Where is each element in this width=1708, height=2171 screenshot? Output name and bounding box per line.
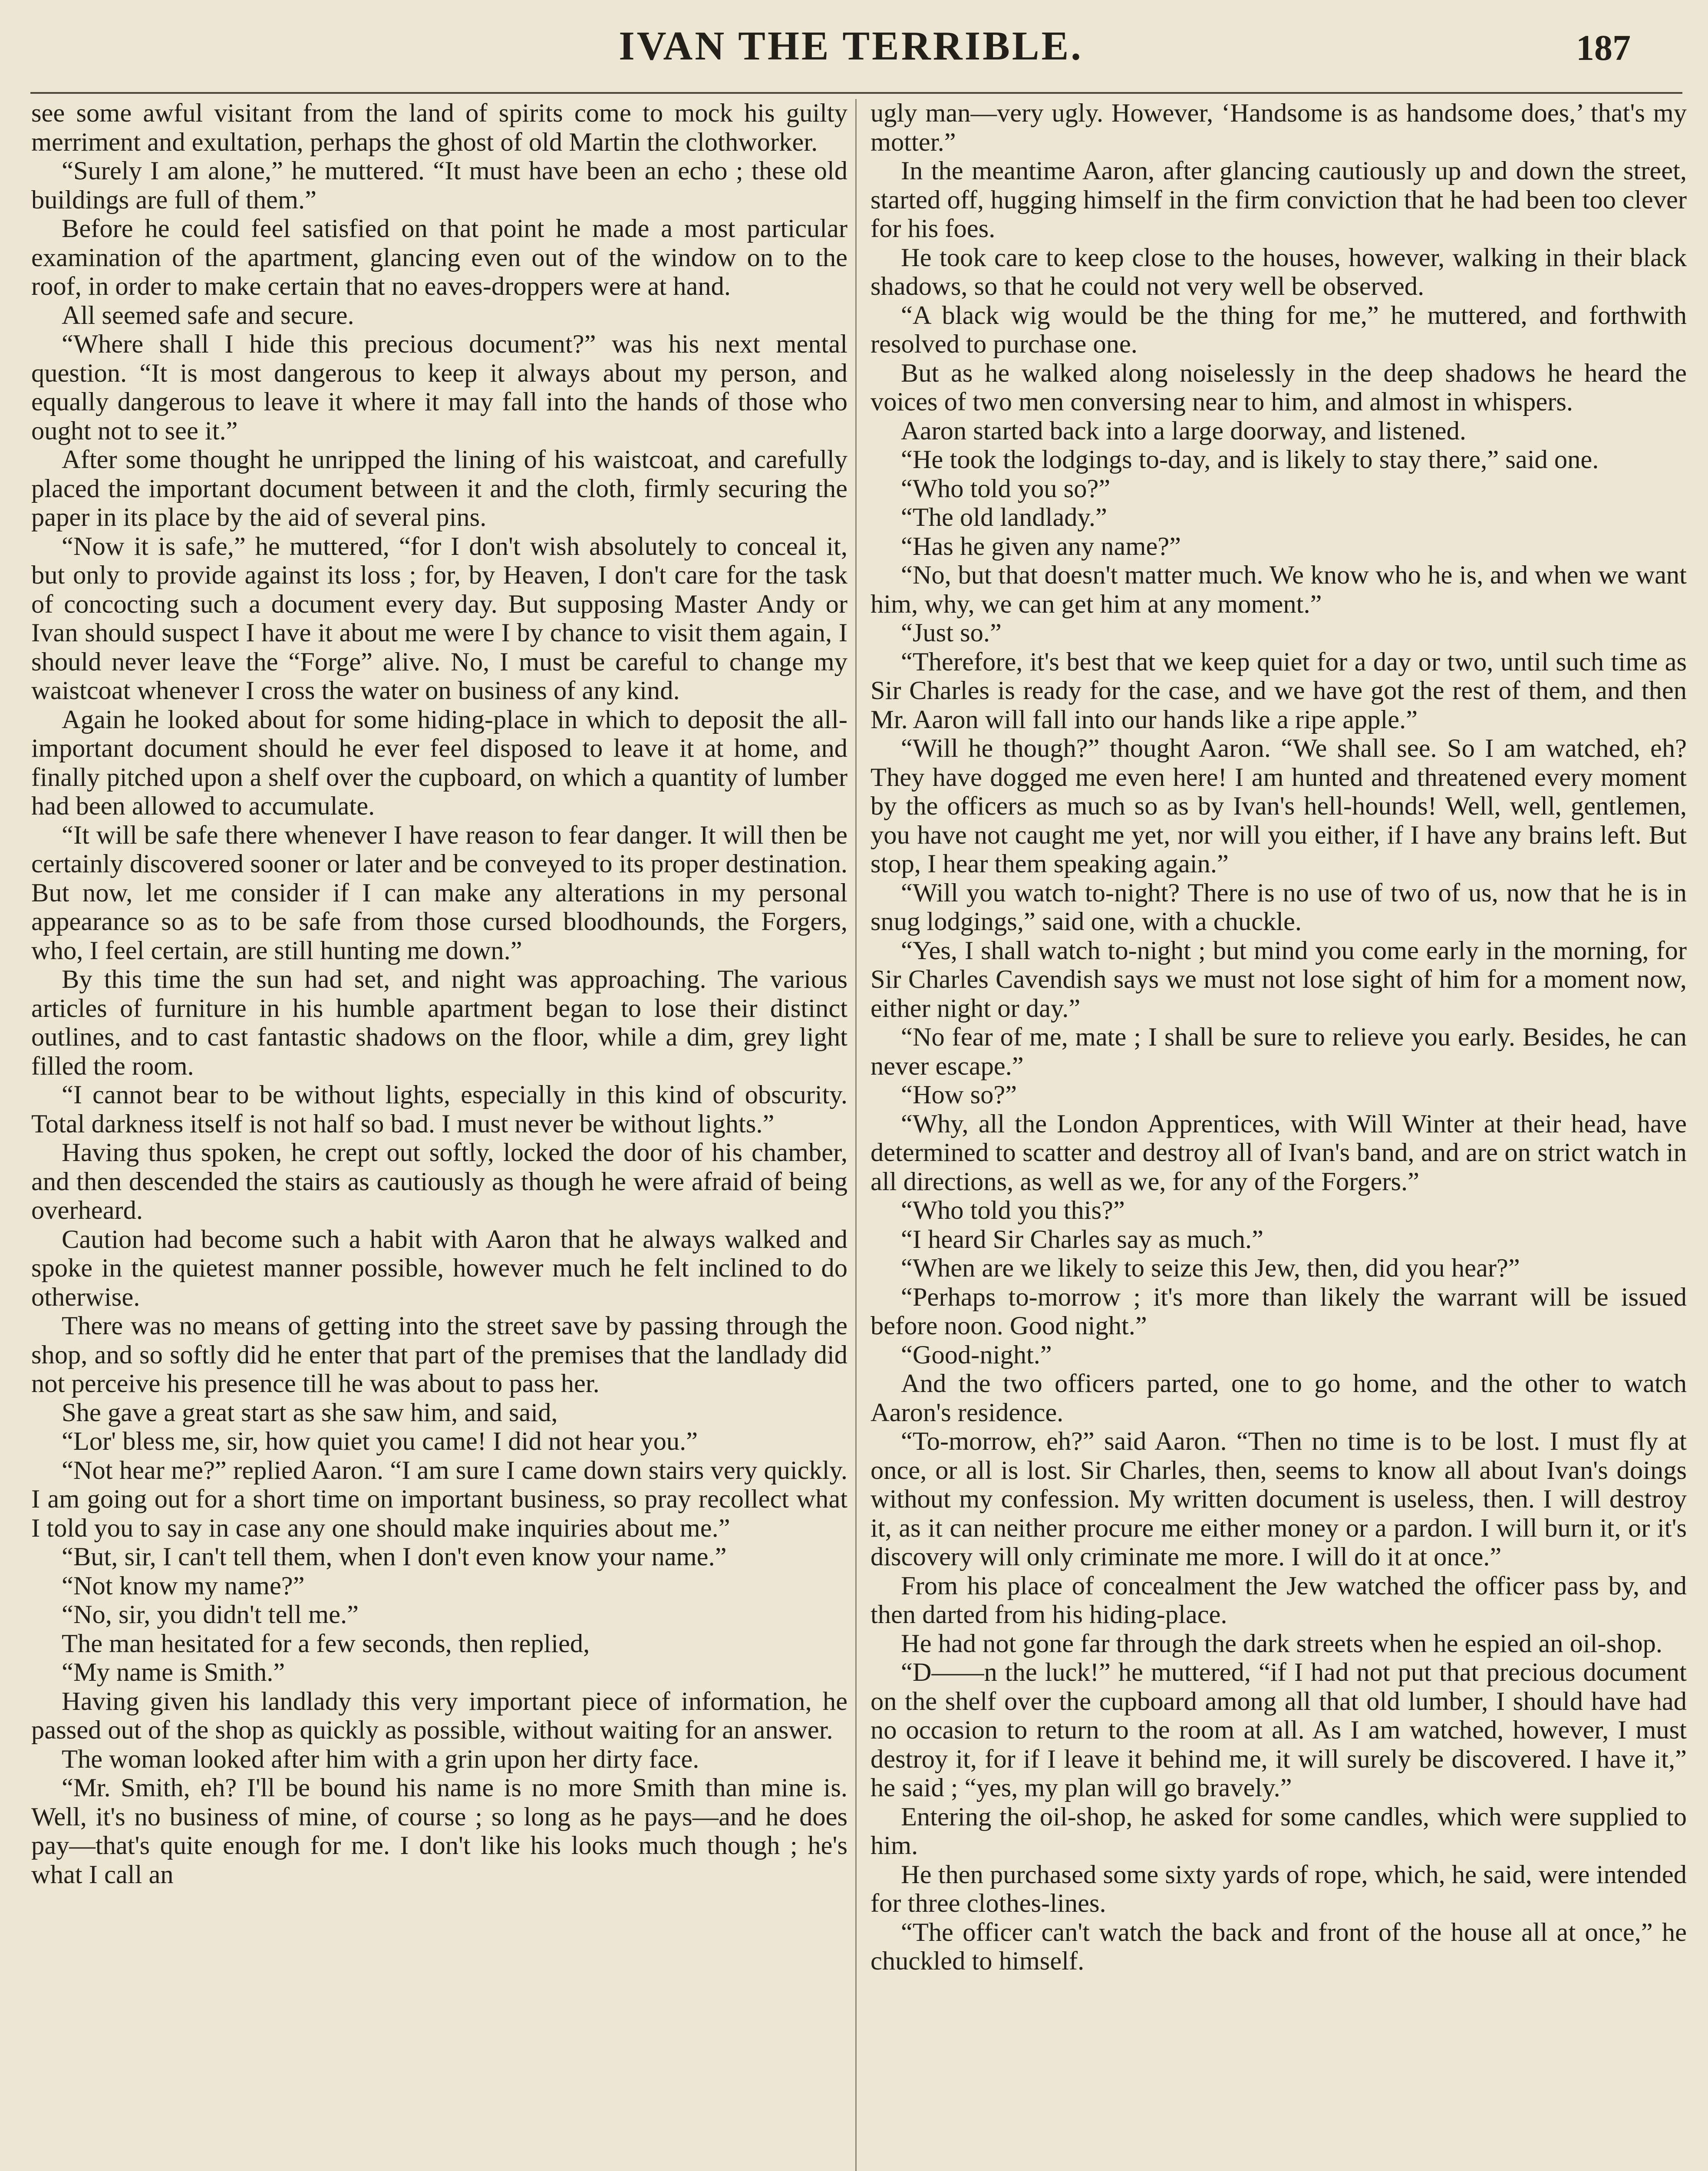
paragraph: By this time the sun had set, and night was approaching. The various articles of furniture in his humble apartment began to lose their distinct outlines, and to cast fantastic shadows on the floor, while a dim, grey light filled the room. [31,965,847,1081]
paragraph: “Yes, I shall watch to-night ; but mind you come early in the morning, for Sir Charles Cavendish says we must not lose sight of him for a moment now, either night or day.” [870,936,1687,1023]
paragraph: ugly man—very ugly. However, ‘Handsome is as handsome does,’ that's my motter.” [870,99,1687,157]
paragraph: He took care to keep close to the houses, however, walking in their black shadows, so that he could not very well be observed. [870,243,1687,301]
paragraph: “Will you watch to-night? There is no use of two of us, now that he is in snug lodgings,” said one, with a chuckle. [870,878,1687,936]
paragraph: Aaron started back into a large doorway, and listened. [901,416,1466,445]
paragraph: “To-morrow, eh?” said Aaron. “Then no time is to be lost. I must fly at once, or all is lost. Sir Charles, then, seems to know all about Ivan's doings without my confession. My written document is useless, then. I will destroy it, as it can neither procure me either money or a pardon. I will burn it, or it's discovery will only criminate me more. I will do it at once.” [870,1427,1687,1571]
paragraph: “But, sir, I can't tell them, when I don't even know your name.” [62,1542,727,1571]
paragraph: “Who told you so?” [901,474,1111,503]
paragraph: But as he walked along noiselessly in the deep shadows he heard the voices of two men conversing near to him, and almost in whispers. [870,358,1687,416]
paragraph: “When are we likely to seize this Jew, then, did you hear?” [901,1254,1520,1283]
text-column-right [870,99,1687,1976]
paragraph: “No, sir, you didn't tell me.” [62,1600,359,1629]
paragraph: “Therefore, it's best that we keep quiet for a day or two, until such time as Sir Charles is ready for the case, and we have got the rest of them, and then Mr. Aaron will fall into our hands like a ripe apple.” [870,647,1687,734]
paragraph: He then purchased some sixty yards of rope, which, he said, were intended for three clothes-lines. [870,1860,1687,1918]
paragraph: After some thought he unripped the lining of his waistcoat, and carefully placed the important document between it and the cloth, firmly securing the paper in its place by the aid of several pins. [31,445,847,532]
paragraph: “I cannot bear to be without lights, especially in this kind of obscurity. Total darkness itself is not half so bad. I must never be without lights.” [31,1080,847,1138]
paragraph: “Not hear me?” replied Aaron. “I am sure I came down stairs very quickly. I am going out for a short time on important business, so pray recollect what I told you to say in case any one should make inquiries about me.” [31,1455,847,1543]
paragraph: Entering the oil-shop, he asked for some candles, which were supplied to him. [870,1802,1687,1860]
paragraph: “Why, all the London Apprentices, with Will Winter at their head, have determined to scatter and destroy all of Ivan's band, and are on strict watch in all directions, as well as we, for any of the Forgers.” [870,1109,1687,1196]
paragraph: “Perhaps to-morrow ; it's more than likely the warrant will be issued before noon. Good night.” [870,1282,1687,1340]
paragraph: “Where shall I hide this precious document?” was his next mental question. “It is most dangerous to keep it always about my person, and equally dangerous to leave it where it may fall into the hands of those who ought not to see it.” [31,330,847,445]
paragraph: “A black wig would be the thing for me,” he muttered, and forthwith resolved to purchase one. [870,300,1687,359]
paragraph: “He took the lodgings to-day, and is likely to stay there,” said one. [901,445,1599,474]
paragraph: “Who told you this?” [901,1196,1125,1225]
paragraph: Having given his landlady this very important piece of information, he passed out of the shop as quickly as possible, without waiting for an answer. [31,1686,847,1745]
paragraph: Having thus spoken, he crept out softly, locked the door of his chamber, and then descended the stairs as cautiously as though he were afraid of being overheard. [31,1138,847,1225]
paragraph: “Now it is safe,” he muttered, “for I don't wish absolutely to conceal it, but only to provide against its loss ; for, by Heaven, I don't care for the task of concocting such a document every day. But supposing Master Andy or Ivan should suspect I have it about me were I by chance to visit them again, I should never leave the “Forge” alive. No, I must be careful to change my waistcoat whenever I cross the water on business of any kind. [31,531,847,705]
paragraph: Before he could feel satisfied on that point he made a most particular examination of the apartment, glancing even out of the window on to the roof, in order to make certain that no eaves-droppers were at hand. [31,214,847,301]
column-divider [855,99,857,2171]
paragraph: “No, but that doesn't matter much. We know who he is, and when we want him, why, we can get him at any moment.” [870,561,1687,619]
paragraph: She gave a great start as she saw him, and said, [62,1398,558,1427]
page-number: 187 [1576,28,1631,68]
paragraph: From his place of concealment the Jew watched the officer pass by, and then darted from his hiding-place. [870,1571,1687,1629]
paragraph: “Mr. Smith, eh? I'll be bound his name is no more Smith than mine is. Well, it's no business of mine, of course ; so long as he pays—and he does pay—that's quite enough for me. I don't like his looks much though ; he's what I call an [31,1773,847,1889]
paragraph: “D——n the luck!” he muttered, “if I had not put that precious document on the shelf over the cupboard among all that old lumber, I should have had no occasion to return to the room at all. As I am watched, however, I must destroy it, for if I leave it behind me, it will surely be discovered. I have it,” he said ; “yes, my plan will go bravely.” [870,1658,1687,1802]
text-column-left [31,99,847,1889]
paragraph: In the meantime Aaron, after glancing cautiously up and down the street, started off, hugging himself in the firm conviction that he had been too clever for his foes. [870,156,1687,243]
paragraph: “Has he given any name?” [901,531,1181,561]
paragraph: “No fear of me, mate ; I shall be sure to relieve you early. Besides, he can never escape.” [870,1023,1687,1081]
paragraph: “How so?” [901,1080,1017,1109]
paragraph: “Not know my name?” [62,1571,305,1600]
page-header [0,17,1708,82]
paragraph: There was no means of getting into the street save by passing through the shop, and so softly did he enter that part of the premises that the landlady did not perceive his presence till he was about to pass her. [31,1311,847,1398]
paragraph: “It will be safe there whenever I have reason to fear danger. It will then be certainly discovered sooner or later and be conveyed to its proper destination. But now, let me consider if I can make any alterations in my personal appearance so as to be safe from those cursed bloodhounds, the Forgers, who, I feel certain, are still hunting me down.” [31,820,847,965]
header-rule [30,92,1682,94]
paragraph: The man hesitated for a few seconds, then replied, [62,1629,590,1658]
paragraph: “Just so.” [901,618,1002,647]
paragraph: All seemed safe and secure. [62,300,354,330]
paragraph: Again he looked about for some hiding-place in which to deposit the all-important document should he ever feel disposed to leave it at home, and finally pitched upon a shelf over the cupboard, on which a quantity of lumber had been allowed to accumulate. [31,705,847,821]
paragraph: “The old landlady.” [901,503,1107,532]
paragraph: “Surely I am alone,” he muttered. “It must have been an echo ; these old buildings are full of them.” [31,156,847,214]
paragraph: Caution had become such a habit with Aaron that he always walked and spoke in the quietest manner possible, however much he felt inclined to do otherwise. [31,1224,847,1312]
paragraph: “Will he though?” thought Aaron. “We shall see. So I am watched, eh? They have dogged me even here! I am hunted and threatened every moment by the officers as much so as by Ivan's hell-hounds! Well, well, gentlemen, you have not caught me yet, nor will you either, if I have any brains left. But stop, I hear them speaking again.” [870,734,1687,878]
paragraph: “I heard Sir Charles say as much.” [901,1224,1263,1254]
paragraph: “Good-night.” [901,1340,1052,1369]
paragraph: “The officer can't watch the back and front of the house all at once,” he chuckled to himself. [870,1917,1687,1976]
paragraph: He had not gone far through the dark streets when he espied an oil-shop. [901,1629,1662,1658]
paragraph: The woman looked after him with a grin upon her dirty face. [62,1744,699,1774]
paragraph: see some awful visitant from the land of spirits come to mock his guilty merriment and exultation, perhaps the ghost of old Martin the clothworker. [31,99,847,157]
running-title: IVAN THE TERRIBLE. [619,23,1083,69]
paragraph: And the two officers parted, one to go home, and the other to watch Aaron's residence. [870,1369,1687,1427]
paragraph: “My name is Smith.” [62,1658,285,1687]
paragraph: “Lor' bless me, sir, how quiet you came! I did not hear you.” [62,1427,698,1456]
